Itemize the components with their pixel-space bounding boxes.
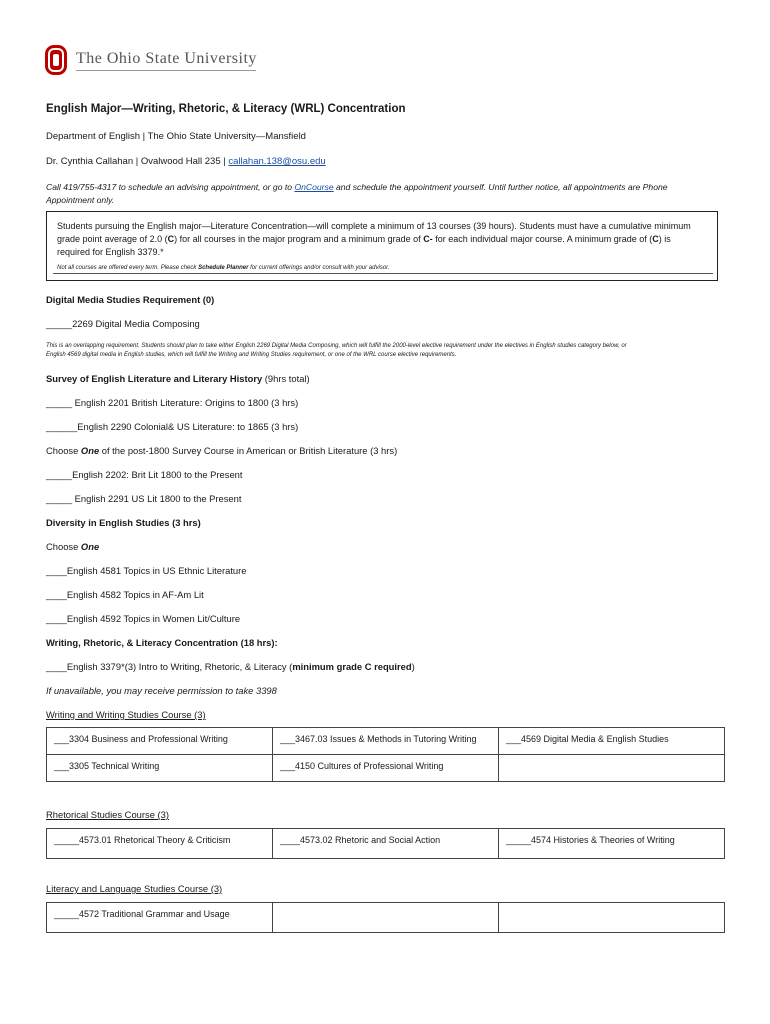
literacy-heading: Literacy and Language Studies Course (3) [46,883,223,894]
choose-text: Choose [46,445,81,456]
digital-note-1: This is an overlapping requirement. Students should plan to take either English 2269 Digital Media Composing, which will fulfill the 2000-level elective requirement under the electives in English studies category below, or [46,343,627,349]
notice-text: ) for all courses in the major program and a minimum grade of [174,234,424,244]
min-grade-note: minimum grade C required [292,661,412,672]
notice-line-2 [57,233,707,246]
choose-one: One [80,445,100,456]
course-4581: ____English 4581 Topics in US Ethnic Literature [46,565,247,576]
advisor-email-link[interactable]: callahan.138@osu.edu [228,156,326,167]
oncourse-link[interactable]: OnCourse [294,182,334,192]
table-cell: ___4150 Cultures of Professional Writing [273,755,499,782]
literacy-table [46,902,725,933]
advising-line-2: Appointment only. [46,195,115,205]
survey-choose-line [46,445,397,457]
diversity-choose-line [46,541,99,553]
university-name: The Ohio State University [76,50,257,67]
notice-grade: C [167,234,175,244]
writing-studies-heading: Writing and Writing Studies Course (3) [46,709,206,720]
footnote-text: for current offerings and/or consult with your advisor. [248,265,390,271]
table-cell: ___4569 Digital Media & English Studies [499,728,725,755]
course-3379 [46,661,415,673]
notice-text: for each individual major course. A minimum grade of ( [432,234,653,244]
notice-text: ) is [658,234,671,244]
requirements-notice-box [46,211,718,281]
choose-one: One [80,541,100,552]
table-cell: _____4574 Histories & Theories of Writing [499,829,725,859]
notice-line-3: required for English 3379.* [57,247,164,257]
footnote-text: Not all courses are offered every term. Please check [57,265,199,271]
advising-text-b: and schedule the appointment yourself. Until further notice, all appointments are Phone [333,182,668,192]
table-cell: _____4572 Traditional Grammar and Usage [47,903,273,933]
advisor-text: Dr. Cynthia Callahan | Ovalwood Hall 235 | [46,156,229,167]
notice-footnote [57,265,707,271]
unavailable-note: If unavailable, you may receive permission to take 3398 [46,685,277,696]
survey-heading [46,373,310,385]
advising-line-1 [46,181,668,193]
digital-note-2: English 4569 digital media in English studies, which will fulfill the Writing and Writing Studies requirement, or one of the WRL course elective requirements. [46,352,457,358]
notice-text: grade point average of 2.0 ( [57,234,168,244]
notice-line-1: Students pursuing the English major—Literature Concentration—will complete a minimum of 13 courses (39 hours). Students must have a cumulative minimum [57,221,691,231]
rhetorical-table [46,828,725,859]
table-cell: ___3305 Technical Writing [47,755,273,782]
choose-text: of the post-1800 Survey Course in American or British Literature (3 hrs) [99,445,398,456]
table-cell: ____4573.02 Rhetoric and Social Action [273,829,499,859]
schedule-planner-label: Schedule Planner [198,265,249,271]
wrl-heading: Writing, Rhetoric, & Literacy Concentration (18 hrs): [46,637,278,648]
survey-hours: (9hrs total) [262,373,310,384]
notice-grade: C [652,234,659,244]
notice-grade: C- [423,234,433,244]
course-2290: ______English 2290 Colonial& US Literature: to 1865 (3 hrs) [46,421,299,432]
page-title: English Major—Writing, Rhetoric, & Literacy (WRL) Concentration [46,103,406,115]
table-cell [273,903,499,933]
digital-media-heading: Digital Media Studies Requirement (0) [46,294,215,305]
course-text: ) [411,661,415,672]
table-cell: _____4573.01 Rhetorical Theory & Criticism [47,829,273,859]
survey-title: Survey of English Literature and Literary History [46,373,263,384]
course-2291: _____ English 2291 US Lit 1800 to the Present [46,493,242,504]
department-line: Department of English | The Ohio State University—Mansfield [46,131,306,142]
table-cell: ___3304 Business and Professional Writing [47,728,273,755]
course-2269: _____2269 Digital Media Composing [46,318,200,329]
course-text: ____English 3379*(3) Intro to Writing, Rhetoric, & Literacy ( [46,661,293,672]
course-4592: ____English 4592 Topics in Women Lit/Culture [46,613,241,624]
notice-rule [53,273,713,274]
table-cell [499,903,725,933]
diversity-heading: Diversity in English Studies (3 hrs) [46,517,201,528]
choose-text: Choose [46,541,81,552]
course-2201: _____ English 2201 British Literature: Origins to 1800 (3 hrs) [46,397,299,408]
table-cell [499,755,725,782]
writing-studies-table [46,727,725,782]
osu-block-o-logo [44,44,68,76]
advisor-line [46,156,326,168]
table-cell: ___3467.03 Issues & Methods in Tutoring Writing [273,728,499,755]
course-4582: ____English 4582 Topics in AF-Am Lit [46,589,204,600]
advising-text-a: Call 419/755-4317 to schedule an advising appointment, or go to [46,182,295,192]
rhetorical-heading: Rhetorical Studies Course (3) [46,809,169,820]
header-rule [76,70,256,71]
course-2202: _____English 2202: Brit Lit 1800 to the Present [46,469,243,480]
